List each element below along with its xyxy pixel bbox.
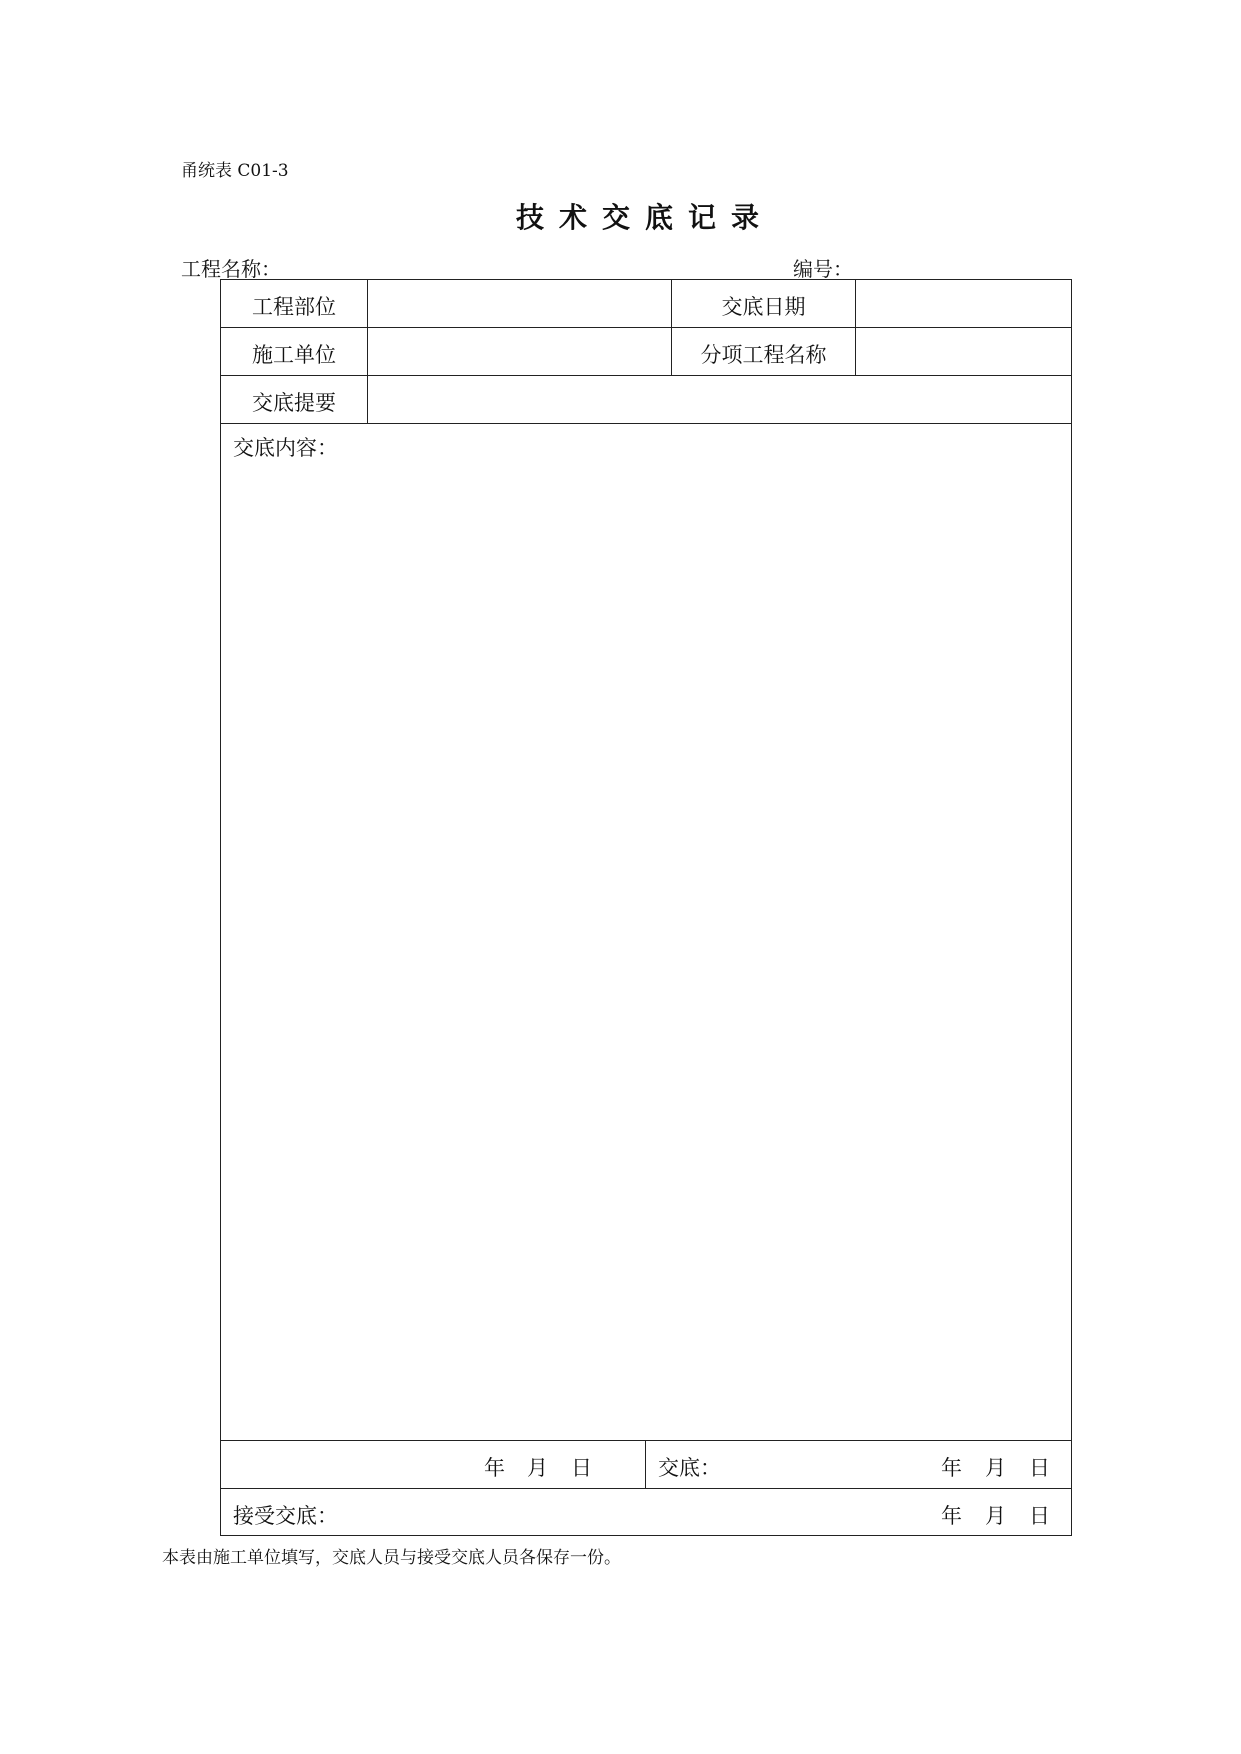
receive-day: 日 bbox=[1029, 1504, 1050, 1528]
receive-year: 年 bbox=[941, 1504, 962, 1528]
label-construction-unit: 施工单位 bbox=[252, 343, 336, 367]
input-construction-unit[interactable] bbox=[368, 328, 670, 374]
input-disclosure-date[interactable] bbox=[856, 280, 1070, 326]
page-title: 技术交底记录 bbox=[515, 201, 774, 234]
input-disclosure-summary[interactable] bbox=[368, 376, 1070, 422]
sign-left-month: 月 bbox=[527, 1456, 548, 1480]
label-receiver: 接受交底： bbox=[233, 1504, 338, 1528]
form-code: 甬统表 C01-3 bbox=[181, 161, 289, 181]
sign-left-year: 年 bbox=[484, 1456, 505, 1480]
row-divider bbox=[221, 1488, 1071, 1489]
input-sub-project-name[interactable] bbox=[856, 328, 1070, 374]
row-divider bbox=[221, 1440, 1071, 1441]
label-disclosure-summary: 交底提要 bbox=[252, 391, 336, 415]
sign-right-month: 月 bbox=[985, 1456, 1006, 1480]
input-project-part[interactable] bbox=[368, 280, 670, 326]
sign-left-day: 日 bbox=[571, 1456, 592, 1480]
input-disclosure-content[interactable] bbox=[221, 464, 1071, 1439]
label-disclosure-content: 交底内容： bbox=[233, 436, 338, 460]
footnote: 本表由施工单位填写，交底人员与接受交底人员各保存一份。 bbox=[162, 1548, 621, 1568]
sign-right-day: 日 bbox=[1029, 1456, 1050, 1480]
receive-month: 月 bbox=[985, 1504, 1006, 1528]
project-name-label: 工程名称： bbox=[181, 257, 281, 281]
label-discloser: 交底： bbox=[658, 1456, 721, 1480]
label-disclosure-date: 交底日期 bbox=[721, 295, 806, 319]
sign-right-year: 年 bbox=[941, 1456, 962, 1480]
label-project-part: 工程部位 bbox=[252, 295, 336, 319]
number-label: 编号： bbox=[793, 257, 853, 281]
disclosure-table bbox=[220, 279, 1072, 1536]
col-divider bbox=[645, 1440, 646, 1488]
row-divider bbox=[221, 423, 1071, 424]
label-sub-project-name: 分项工程名称 bbox=[700, 343, 827, 367]
